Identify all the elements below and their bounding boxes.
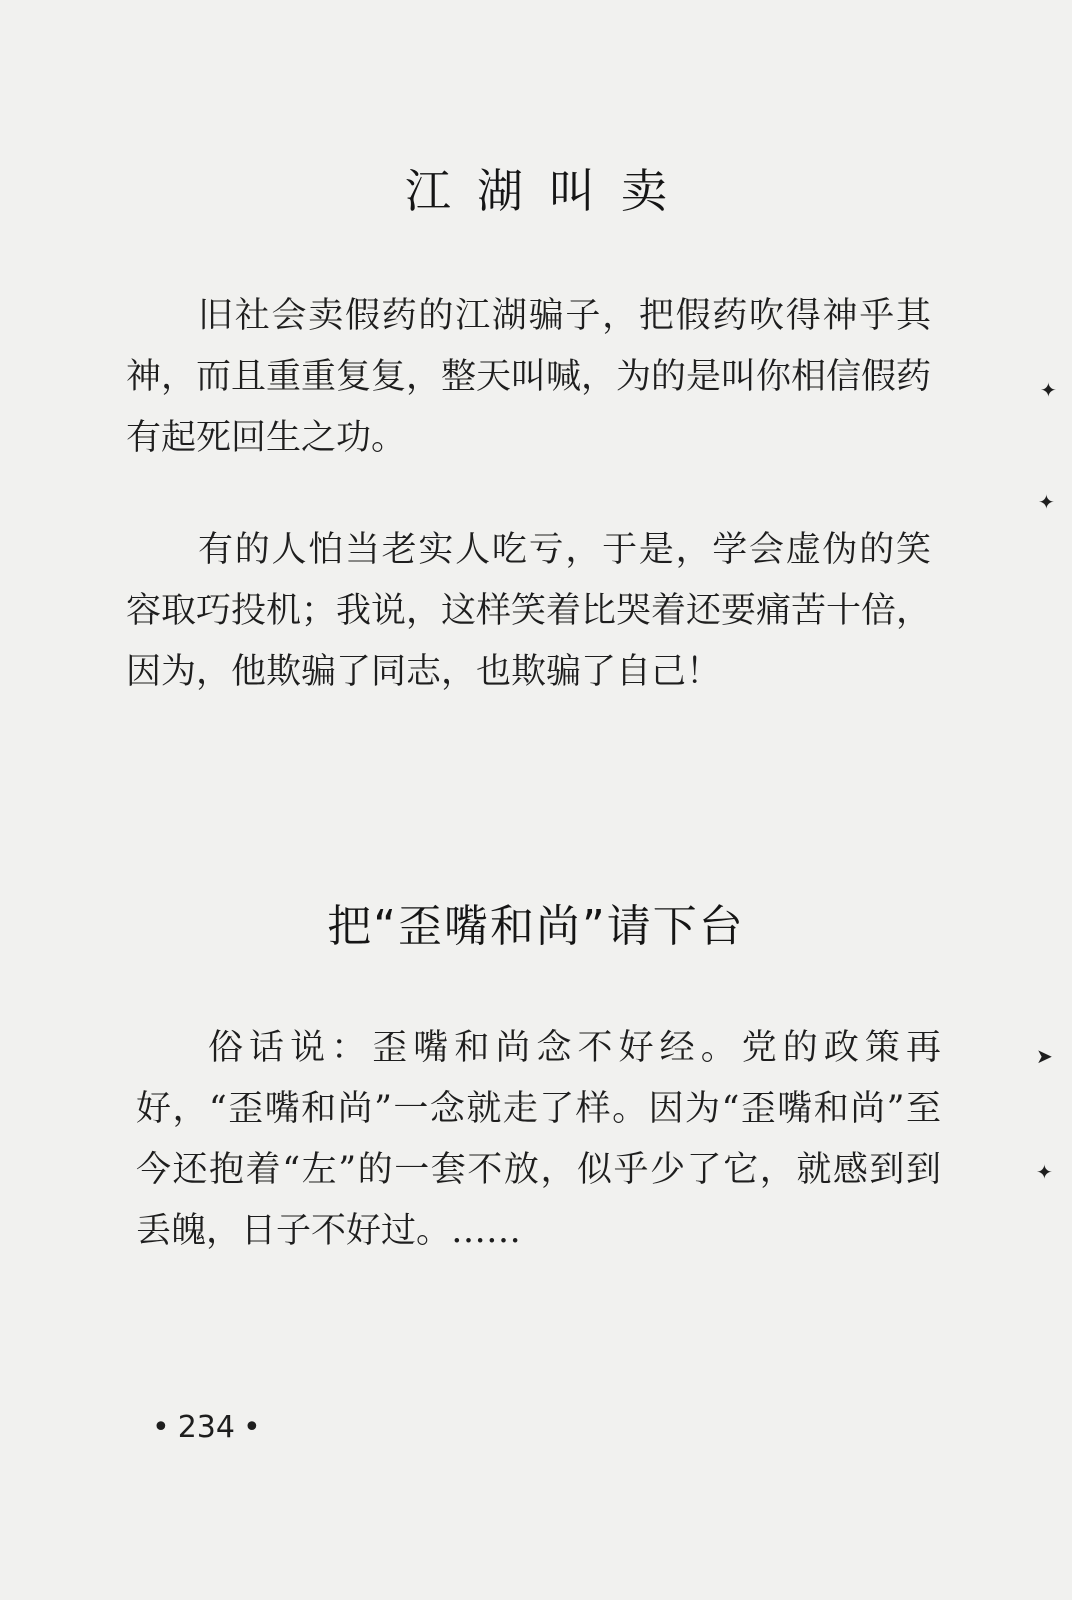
page-number-value: 234 [177,1410,235,1445]
page-number [144,1410,269,1445]
bullet-dot: • [242,1410,261,1445]
paragraph: 有的人怕当老实人吃亏，于是，学会虚伪的笑容取巧投机；我说，这样笑着比哭着还要痛苦十倍，因为，他欺骗了同志，也欺骗了自己！ [126,530,932,692]
section-title-waizui-heshang: 把“歪嘴和尚”请下台 [327,901,745,952]
scan-edge-mark-icon: ✦ [1038,490,1055,514]
section-title-jianghu: 江湖叫卖 [405,164,693,218]
paragraph: 俗话说：歪嘴和尚念不好经。党的政策再好，“歪嘴和尚”一念就走了样。因为“歪嘴和尚”至今还抱着“左”的一套不放，似乎少了它，就感到到丢魄，日子不好过。…… [136,1028,941,1251]
scan-edge-mark-icon: ✦ [1040,378,1057,402]
paragraph: 旧社会卖假药的江湖骗子，把假药吹得神乎其神，而且重重复复，整天叫喊，为的是叫你相信假药有起死回生之功。 [126,296,932,458]
scan-edge-mark-icon: ➤ [1036,1044,1053,1068]
bullet-dot: • [152,1410,170,1445]
scan-edge-mark-icon: ✦ [1036,1160,1053,1184]
